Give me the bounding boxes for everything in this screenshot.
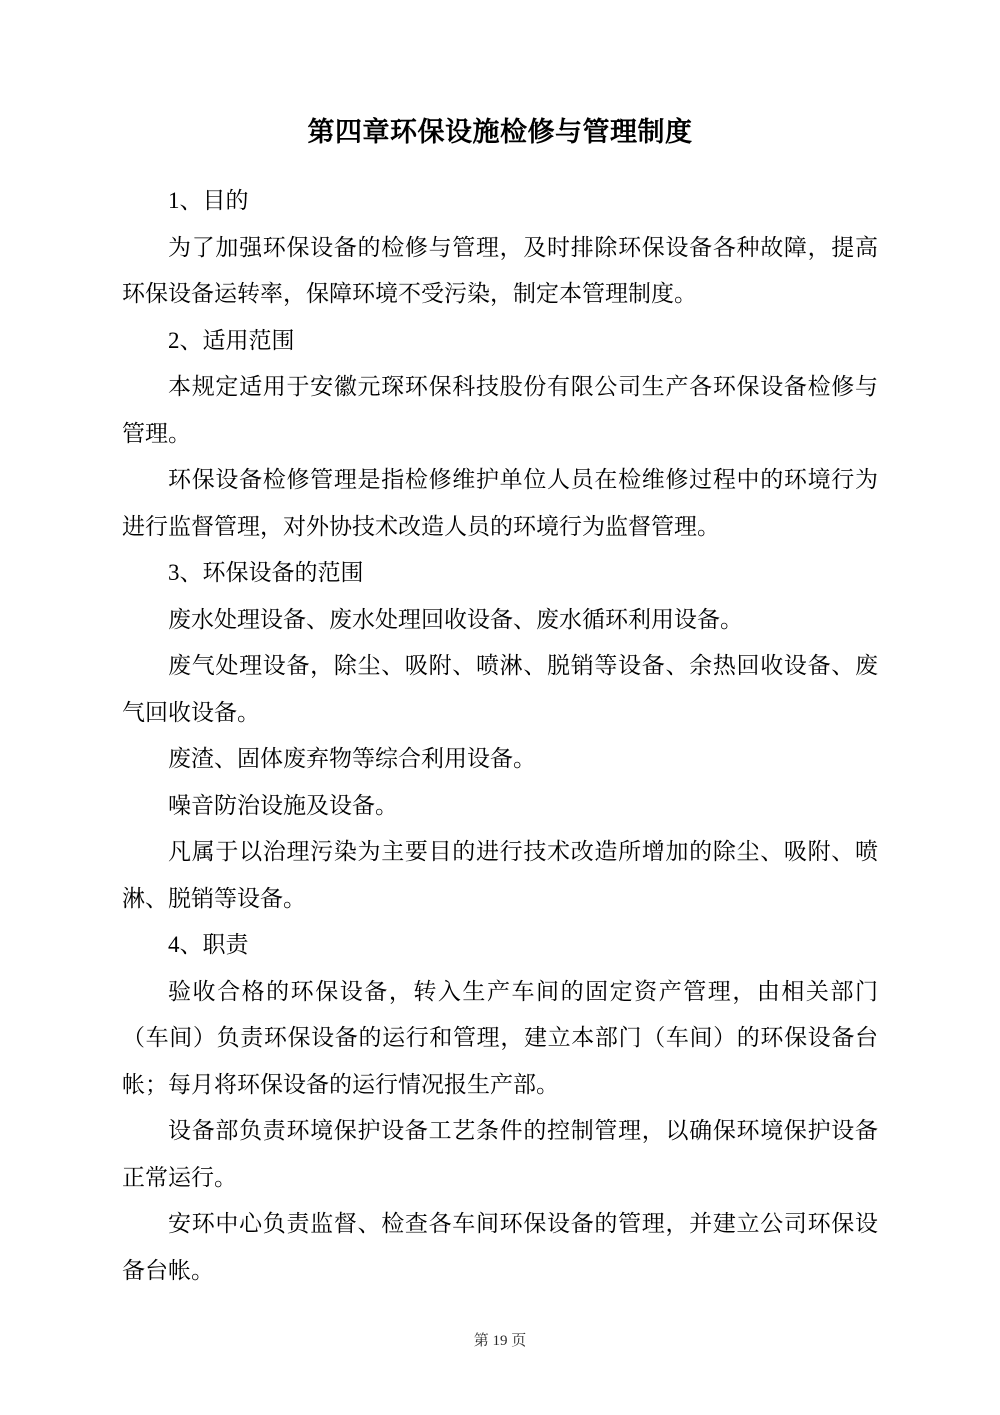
paragraph: 废渣、固体废弃物等综合利用设备。: [168, 746, 536, 771]
page-number: 第 19 页: [473, 1333, 527, 1349]
paragraph-heading-4: 4、职责: [168, 932, 249, 957]
paragraph: 凡属于以治理污染为主要目的进行技术改造所增加的除尘、吸附、喷淋、脱销等设备。: [122, 839, 878, 911]
paragraph: 本规定适用于安徽元琛环保科技股份有限公司生产各环保设备检修与管理。: [122, 374, 878, 446]
paragraph: 废气处理设备，除尘、吸附、喷淋、脱销等设备、余热回收设备、废气回收设备。: [122, 653, 878, 725]
paragraph-heading-1: 1、目的: [168, 188, 249, 213]
paragraph: 为了加强环保设备的检修与管理，及时排除环保设备各种故障，提高环保设备运转率，保障环境不受污染，制定本管理制度。: [122, 234, 878, 306]
paragraph: 安环中心负责监督、检查各车间环保设备的管理，并建立公司环保设备台帐。: [122, 1211, 878, 1283]
paragraph-heading-2: 2、适用范围: [168, 327, 295, 353]
paragraph-heading-3: 3、环保设备的范围: [168, 560, 364, 585]
document-body: [122, 178, 878, 1294]
paragraph: 废水处理设备、废水处理回收设备、废水循环利用设备。: [168, 606, 743, 632]
page-footer: [0, 1330, 1000, 1352]
paragraph: 验收合格的环保设备，转入生产车间的固定资产管理，由相关部门（车间）负责环保设备的运行和管理，建立本部门（车间）的环保设备台帐；每月将环保设备的运行情况报生产部。: [122, 978, 878, 1097]
paragraph: 环保设备检修管理是指检修维护单位人员在检维修过程中的环境行为进行监督管理，对外协技术改造人员的环境行为监督管理。: [122, 467, 878, 539]
paragraph: 噪音防治设施及设备。: [168, 792, 398, 818]
chapter-title: 第四章环保设施检修与管理制度: [307, 117, 693, 147]
document-content: [122, 112, 878, 1294]
paragraph: 设备部负责环境保护设备工艺条件的控制管理，以确保环境保护设备正常运行。: [122, 1118, 878, 1190]
